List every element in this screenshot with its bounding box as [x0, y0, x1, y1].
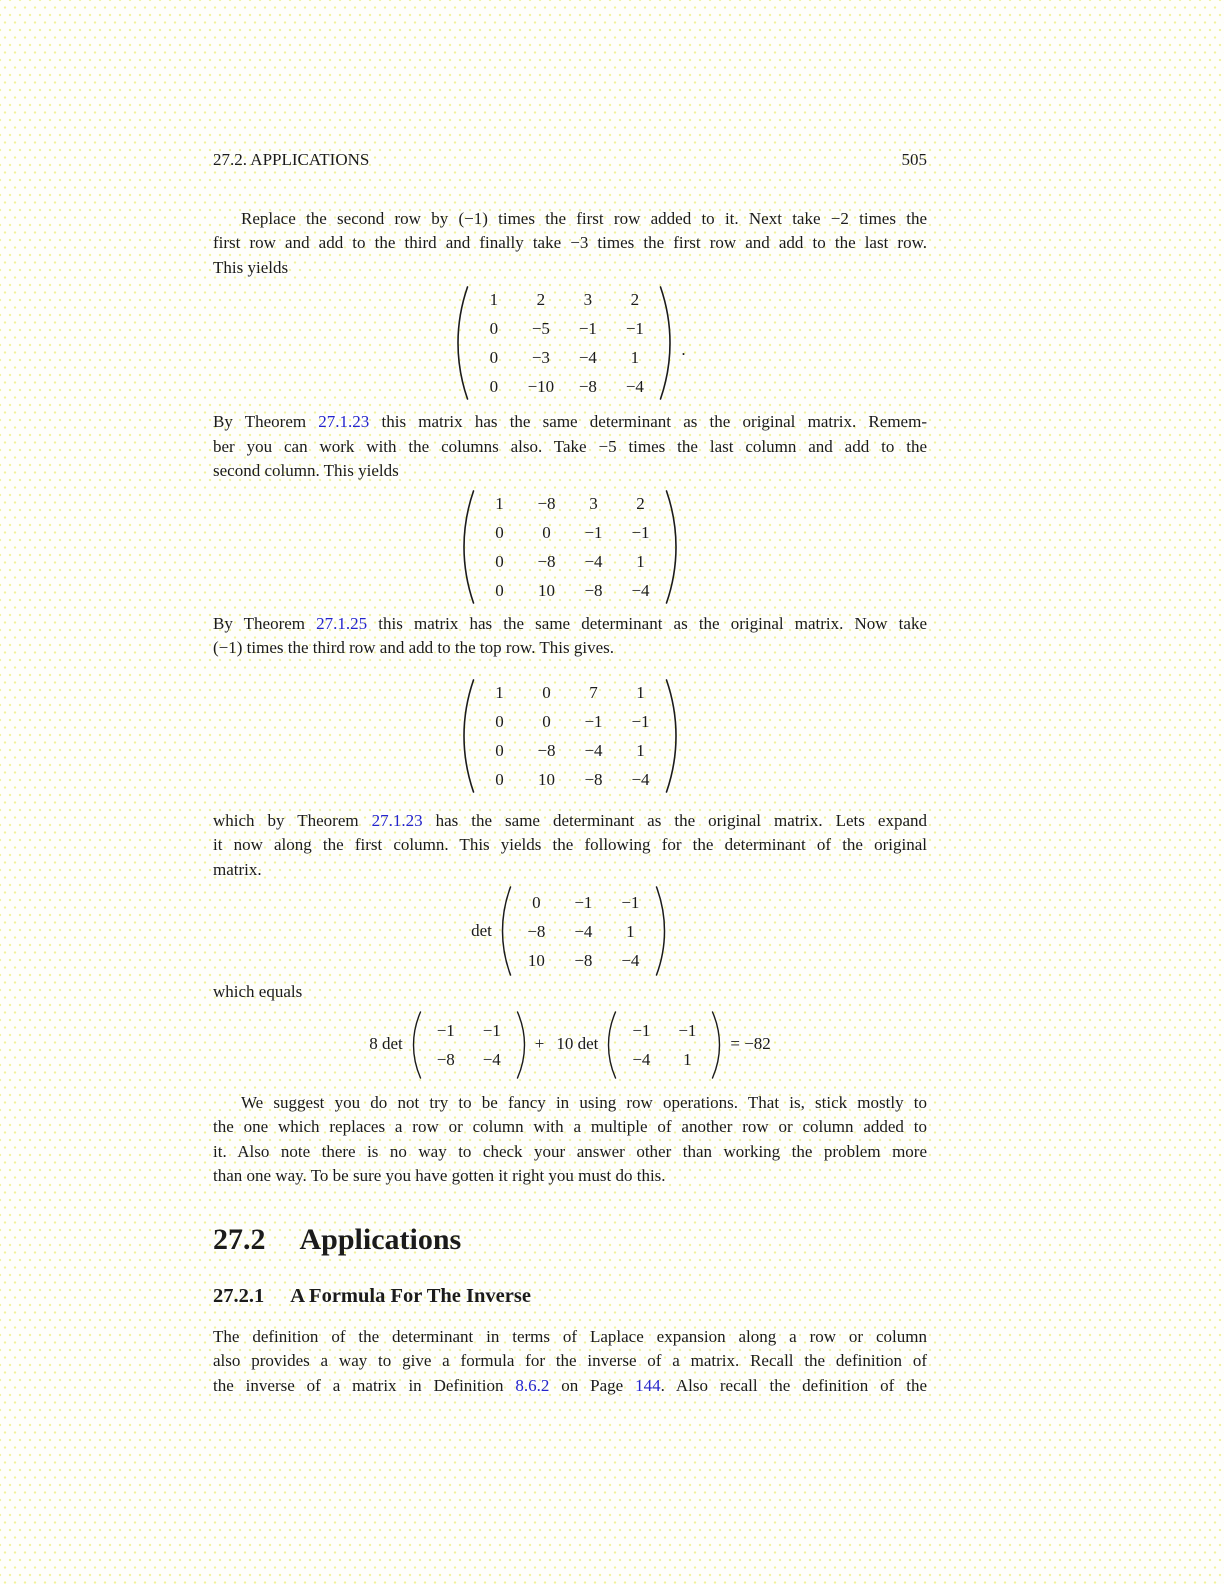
- paragraph-2: [213, 410, 927, 484]
- paragraph-6: [213, 1325, 927, 1399]
- matrix-cell: −4: [625, 377, 644, 396]
- matrix-cell: −4: [584, 551, 603, 571]
- paragraph-1: [213, 207, 927, 281]
- equation-term: 10 det: [556, 1034, 599, 1054]
- matrix-grid: [476, 678, 664, 794]
- page-link[interactable]: 144: [635, 1375, 661, 1395]
- text-line: The definition of the determinant in terms of Laplace expansion along a row or column: [213, 1326, 927, 1346]
- matrix-cell: −8: [574, 950, 593, 970]
- matrix-grid: [513, 888, 654, 975]
- text-line: [213, 1374, 927, 1399]
- matrix-cell: −8: [537, 740, 556, 760]
- right-paren-icon: [654, 884, 669, 978]
- running-header: [213, 148, 927, 173]
- matrix: [409, 1009, 529, 1081]
- text-segment: which by Theorem: [213, 810, 372, 830]
- matrix-cell: −5: [531, 319, 550, 338]
- matrix-cell: 0: [495, 551, 504, 571]
- matrix: [604, 1009, 724, 1081]
- matrix-cell: 1: [495, 493, 504, 513]
- matrix-cell: 10: [538, 769, 555, 789]
- matrix-cell: −3: [531, 348, 550, 367]
- equation-term: 8 det: [369, 1034, 403, 1054]
- matrix-cell: −8: [584, 769, 603, 789]
- matrix-cell: 0: [532, 892, 541, 912]
- section-title: Applications: [299, 1222, 462, 1256]
- matrix-cell: −1: [625, 319, 644, 338]
- matrix-cell: 2: [536, 290, 546, 309]
- matrix-cell: −8: [436, 1049, 455, 1069]
- matrix-cell: 1: [636, 551, 645, 571]
- equation-result: = −82: [730, 1034, 771, 1054]
- matrix-grid: [618, 1016, 710, 1074]
- matrix-display-1: [213, 284, 927, 402]
- left-paren-icon: [409, 1009, 423, 1081]
- matrix-cell: 3: [583, 290, 593, 309]
- matrix-cell: 1: [636, 740, 645, 760]
- text-segment: By Theorem: [213, 412, 319, 431]
- text-line: it now along the first column. This yields the following for the determinant of the original: [213, 835, 927, 854]
- matrix-cell: −1: [631, 522, 650, 542]
- matrix-cell: −4: [631, 580, 650, 600]
- text-line: matrix.: [213, 859, 262, 879]
- matrix-display-2: [213, 488, 927, 606]
- matrix-cell: 0: [542, 522, 551, 542]
- subsection-number: 27.2.1: [213, 1284, 265, 1307]
- matrix-cell: −8: [584, 580, 603, 600]
- text-line: second column. This yields: [213, 461, 399, 480]
- right-paren-icon: [664, 677, 680, 795]
- matrix-cell: −4: [584, 740, 603, 760]
- matrix-cell: 2: [630, 290, 640, 309]
- equation-period: .: [681, 339, 686, 359]
- matrix-cell: −4: [621, 950, 640, 970]
- right-paren-icon: [710, 1009, 724, 1081]
- paragraph-5: [213, 1091, 927, 1189]
- theorem-link[interactable]: 27.1.25: [316, 613, 368, 633]
- matrix-cell: 0: [489, 319, 499, 338]
- left-paren-icon: [460, 677, 476, 795]
- matrix-display-3: [213, 677, 927, 795]
- running-head-section: 27.2. APPLICATIONS: [213, 150, 370, 169]
- text-segment: By Theorem: [213, 613, 317, 633]
- text-line: [213, 809, 927, 834]
- equation-display: [213, 1009, 927, 1081]
- matrix-cell: −4: [578, 348, 597, 367]
- matrix-cell: 10: [538, 580, 555, 600]
- paragraph-4: [213, 809, 927, 883]
- matrix-cell: 0: [495, 740, 504, 760]
- matrix-cell: 2: [636, 493, 645, 513]
- paragraph-3: [213, 612, 927, 661]
- theorem-link[interactable]: 27.1.23: [318, 412, 370, 431]
- matrix-cell: −1: [632, 1020, 651, 1040]
- text-line: [213, 410, 927, 435]
- matrix: [460, 677, 680, 795]
- matrix-cell: −1: [678, 1020, 697, 1040]
- matrix-cell: −4: [482, 1049, 501, 1069]
- matrix-cell: −1: [584, 522, 603, 542]
- matrix-cell: 1: [495, 682, 504, 702]
- matrix-cell: −8: [537, 493, 556, 513]
- text-line: (−1) times the third row and add to the top row. This gives.: [213, 638, 614, 657]
- matrix-cell: 10: [527, 950, 545, 970]
- matrix-cell: 0: [495, 522, 504, 542]
- subsection-title: A Formula For The Inverse: [290, 1284, 531, 1307]
- text-segment: this matrix has the same determinant as the original matrix. Remem-: [369, 412, 927, 431]
- text-segment: . Also recall the definition of the: [660, 1375, 928, 1395]
- right-paren-icon: [515, 1009, 529, 1081]
- matrix: [460, 488, 680, 606]
- matrix-cell: 1: [683, 1049, 692, 1069]
- matrix-cell: 1: [489, 290, 499, 309]
- text-line: Replace the second row by (−1) times the first row added to it. Next take −2 times the: [241, 208, 927, 228]
- text-line: also provides a way to give a formula for the inverse of a matrix. Recall the definition of: [213, 1351, 927, 1370]
- matrix-grid: [470, 285, 658, 401]
- matrix-cell: −1: [482, 1020, 501, 1040]
- matrix-grid: [423, 1016, 515, 1074]
- text-line: which equals: [213, 982, 303, 1001]
- right-paren-icon: [664, 488, 680, 606]
- matrix-cell: 0: [495, 711, 504, 731]
- matrix-cell: 1: [636, 682, 645, 702]
- determinant-display: [213, 884, 927, 978]
- page-content: [213, 0, 927, 1398]
- matrix-cell: −4: [632, 1049, 651, 1069]
- text-segment: has the same determinant as the original matrix. Lets expand: [422, 810, 927, 830]
- matrix-cell: 0: [489, 348, 499, 367]
- matrix-cell: −4: [574, 921, 593, 941]
- page-number: 505: [901, 150, 927, 169]
- matrix-cell: −4: [631, 769, 650, 789]
- text-line: This yields: [213, 257, 289, 277]
- matrix-cell: −8: [578, 377, 597, 396]
- matrix-cell: −8: [527, 921, 546, 941]
- matrix-cell: 0: [542, 711, 551, 731]
- text-line: ber you can work with the columns also. Take −5 times the last column and add to the: [213, 436, 927, 456]
- matrix: [471, 884, 669, 978]
- matrix-cell: −1: [574, 892, 593, 912]
- matrix-cell: 0: [495, 769, 504, 789]
- det-label: det: [471, 920, 492, 940]
- matrix-cell: −1: [584, 711, 603, 731]
- matrix-cell: 3: [589, 493, 598, 513]
- text-segment: on Page: [549, 1375, 636, 1395]
- matrix-cell: −1: [578, 319, 597, 338]
- text-line: first row and add to the third and finally take −3 times the first row and add to the last row.: [213, 233, 927, 252]
- matrix-cell: 1: [630, 348, 640, 367]
- matrix-cell: −10: [527, 377, 555, 396]
- left-paren-icon: [604, 1009, 618, 1081]
- right-paren-icon: [658, 284, 674, 402]
- matrix-cell: −1: [621, 892, 640, 912]
- matrix-cell: −1: [631, 711, 650, 731]
- matrix-cell: 0: [542, 682, 551, 702]
- text-line: the one which replaces a row or column with a multiple of another row or column added to: [213, 1117, 927, 1136]
- subsection-heading: [213, 1283, 927, 1309]
- text-line: it. Also note there is no way to check your answer other than working the problem more: [213, 1141, 927, 1161]
- left-paren-icon: [454, 284, 470, 402]
- plus-operator: +: [534, 1034, 545, 1054]
- text-segment: the inverse of a matrix in Definition: [213, 1375, 516, 1395]
- text-line: than one way. To be sure you have gotten it right you must do this.: [213, 1166, 666, 1185]
- definition-link[interactable]: 8.6.2: [515, 1375, 550, 1395]
- matrix-cell: −1: [436, 1020, 455, 1040]
- left-paren-icon: [460, 488, 476, 606]
- matrix-grid: [476, 489, 664, 605]
- text-line: We suggest you do not try to be fancy in using row operations. That is, stick mostly to: [241, 1092, 927, 1112]
- matrix: [454, 284, 685, 402]
- matrix-cell: 7: [589, 682, 598, 702]
- text-line: [213, 612, 927, 637]
- matrix-cell: 1: [626, 921, 635, 941]
- matrix-cell: 0: [489, 377, 499, 396]
- text-segment: this matrix has the same determinant as the original matrix. Now take: [367, 613, 927, 633]
- theorem-link[interactable]: 27.1.23: [371, 810, 423, 830]
- section-number: 27.2: [213, 1222, 266, 1256]
- matrix-cell: 0: [495, 580, 504, 600]
- matrix-cell: −8: [537, 551, 556, 571]
- section-heading: [213, 1223, 927, 1257]
- left-paren-icon: [498, 884, 513, 978]
